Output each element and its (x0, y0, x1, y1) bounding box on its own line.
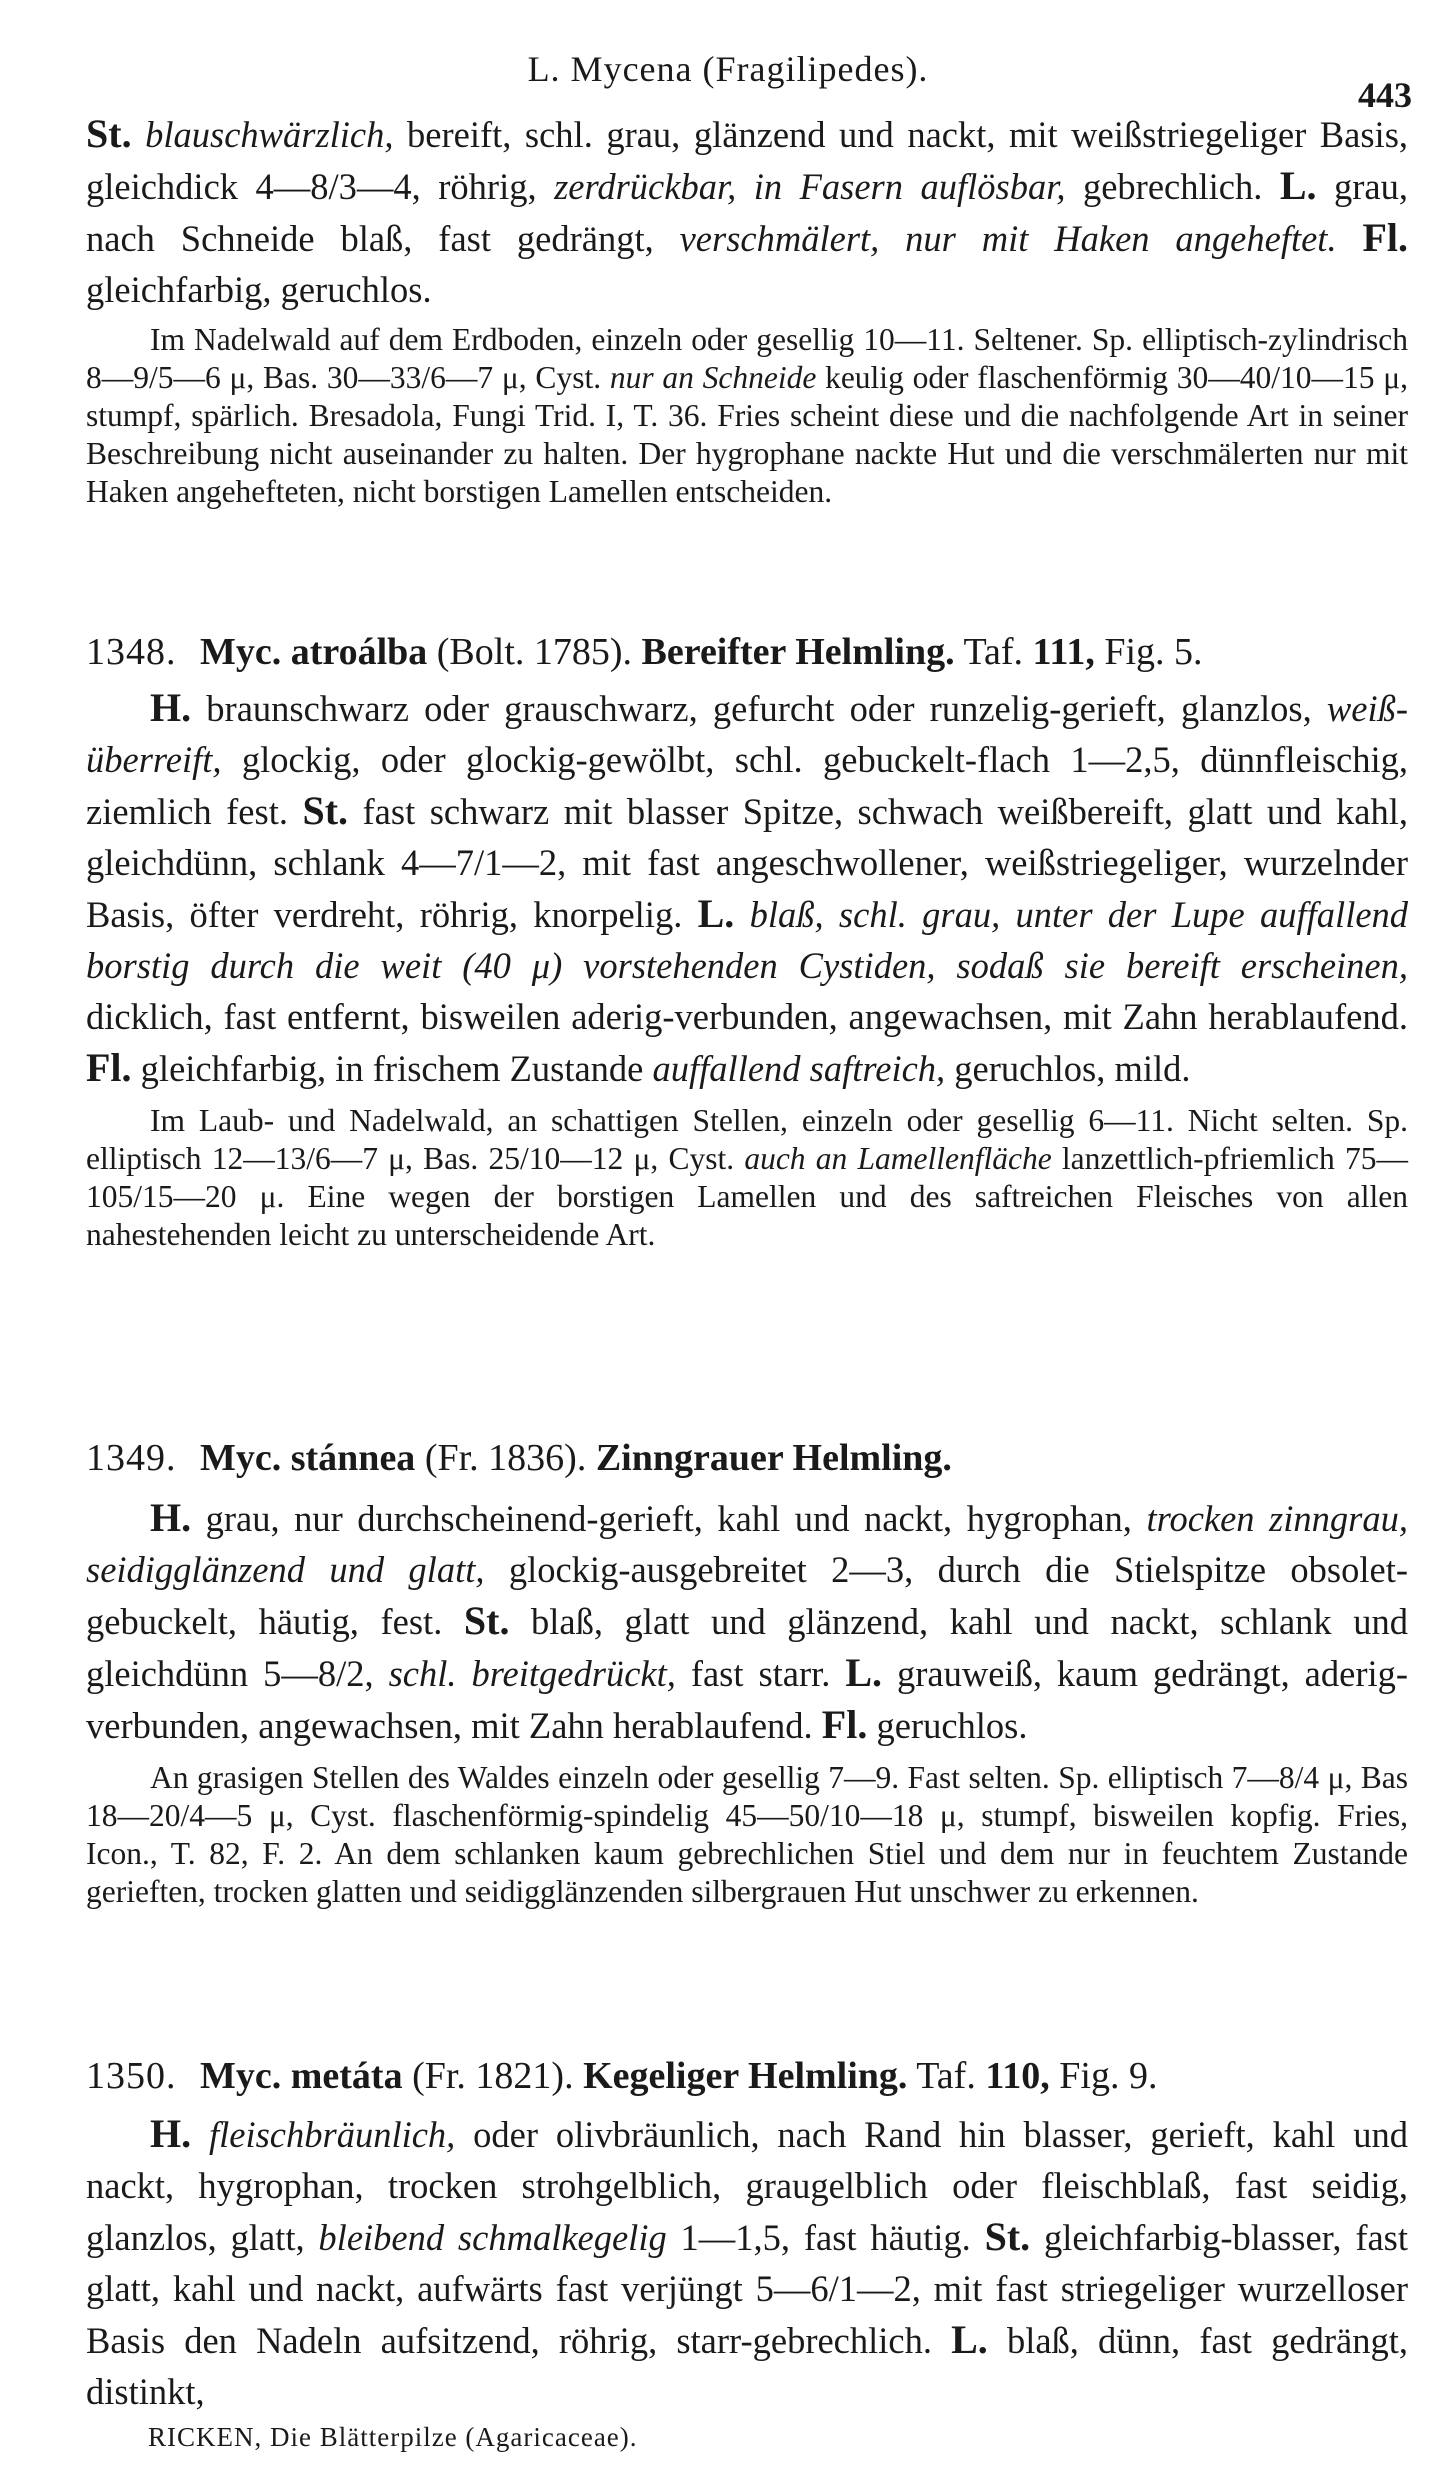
species-name: stánnea (290, 1437, 416, 1479)
entry-note: Im Laub- und Nadelwald, an schattigen Stellen, einzeln oder gesellig 6—11. Nicht selten. Sp. elliptisch 12—13/6—7 μ, Bas. 25/10—12 μ, Cyst. auch an Lamellenfläche lanzettlich-pfriemlich 75—105/15—20 μ. Eine wegen der borstigen Lamellen und des saftreichen Fleisches von allen nahestehenden leicht zu unterscheidende Art. (86, 1103, 1408, 1252)
footer-citation: RICKEN, Die Blätterpilze (Agaricaceae). (148, 2422, 638, 2452)
common-name: Kegeliger Helmling. (583, 2055, 908, 2097)
stipe-label: St. (86, 111, 132, 156)
entry-heading: 1350. Myc. metáta (Fr. 1821). Kegeliger Helmling. Taf. 110, Fig. 9. (86, 2055, 1158, 2097)
common-name: Bereifter Helmling. (641, 631, 955, 673)
entry-number: 1348. (86, 631, 177, 673)
entry-1349 (86, 1432, 1408, 1911)
page-number: 443 (1358, 75, 1412, 115)
entry-note: An grasigen Stellen des Waldes einzeln oder gesellig 7—9. Fast selten. Sp. elliptisch 7—8/4 μ, Bas 18—20/4—5 μ, Cyst. flaschenförmig-spindelig 45—50/10—18 μ, stumpf, bisweilen kopfig. Fries, Icon., T. 82, F. 2. An dem schlanken kaum gebrechlichen Stiel und dem nur in feuchtem Zustande gerieften, trocken glatten und seidigglänzenden silbergrauen Hut unschwer zu erkennen. (86, 1760, 1408, 1909)
running-title: L. Mycena (Fragilipedes). (527, 49, 929, 89)
lamellae-label: L. (1279, 163, 1317, 208)
entry-heading: 1349. Myc. stánnea (Fr. 1836). Zinngrauer Helmling. (86, 1437, 952, 1479)
entry-number: 1349. (86, 1437, 177, 1479)
entry-description: H. fleischbräunlich, oder olivbräunlich, nach Rand hin blasser, gerieft, kahl und nackt, hygrophan, trocken strohgelblich, graugelblich oder fleischblaß, fast seidig, glanzlos, glatt, bleibend schmalkegelig 1—1,5, fast häutig. St. gleichfarbig-blasser, fast glatt, kahl und nackt, aufwärts fast verjüngt 5—6/1—2, mit fast striegeliger wurzelloser Basis den Nadeln aufsitzend, röhrig, starr-gebrechlich. L. blaß, dünn, fast gedrängt, distinkt, (86, 2111, 1409, 2412)
species-name: atroálba (290, 631, 428, 673)
entry-number: 1350. (86, 2055, 177, 2097)
flesh-label: Fl. (1362, 215, 1409, 260)
entry-description: H. braunschwarz oder grauschwarz, gefurcht oder runzelig-gerieft, glanzlos, weiß-überreift, glockig, oder glockig-gewölbt, schl. gebuckelt-flach 1—2,5, dünnfleischig, ziemlich fest. St. fast schwarz mit blasser Spitze, schwach weißbereift, glatt und kahl, gleichdünn, schlank 4—7/1—2, mit fast angeschwollener, weißstriegeliger, wurzelnder Basis, öfter verdreht, röhrig, knorpelig. L. blaß, schl. grau, unter der Lupe auffallend borstig durch die weit (40 μ) vorstehenden Cystiden, sodaß sie bereift erscheinen, dicklich, fast entfernt, bisweilen aderig-verbunden, angewachsen, mit Zahn herablaufend. Fl. gleichfarbig, in frischem Zustande auffallend saftreich, geruchlos, mild. (86, 685, 1409, 1090)
entry-1350 (86, 2050, 1408, 2417)
common-name: Zinngrauer Helmling. (595, 1437, 952, 1479)
intro-description: St. blauschwärzlich, bereift, schl. grau, glänzend und nackt, mit weißstriegeliger Basis, gleichdick 4—8/3—4, röhrig, zerdrückbar, in Fasern auflösbar, gebrechlich. L. grau, nach Schneide blaß, fast gedrängt, verschmälert, nur mit Haken angeheftet. Fl. gleichfarbig, geruchlos. (86, 111, 1409, 310)
species-name: metáta (290, 2055, 403, 2097)
intro-note: Im Nadelwald auf dem Erdboden, einzeln oder gesellig 10—11. Seltener. Sp. elliptisch-zylindrisch 8—9/5—6 μ, Bas. 30—33/6—7 μ, Cyst. nur an Schneide keulig oder flaschenförmig 30—40/10—15 μ, stumpf, spärlich. Bresadola, Fungi Trid. I, T. 36. Fries scheint diese und die nachfolgende Art in seiner Beschreibung nicht auseinander zu halten. Der hygrophane nackte Hut und die verschmälerten nur mit Haken angehefteten, nicht borstigen Lamellen entscheiden. (86, 322, 1408, 509)
intro-continuation (86, 108, 1408, 511)
entry-heading: 1348. Myc. atroálba (Bolt. 1785). Bereifter Helmling. Taf. 111, Fig. 5. (86, 631, 1203, 673)
entry-description: H. grau, nur durchscheinend-gerieft, kahl und nackt, hygrophan, trocken zinngrau, seidigglänzend und glatt, glockig-ausgebreitet 2—3, durch die Stielspitze obsolet-gebuckelt, häutig, fest. St. blaß, glatt und glänzend, kahl und nackt, schlank und gleichdünn 5—8/2, schl. breitgedrückt, fast starr. L. grauweiß, kaum gedrängt, aderig-verbunden, angewachsen, mit Zahn herablaufend. Fl. geruchlos. (86, 1495, 1409, 1747)
entry-1348 (86, 626, 1408, 1254)
